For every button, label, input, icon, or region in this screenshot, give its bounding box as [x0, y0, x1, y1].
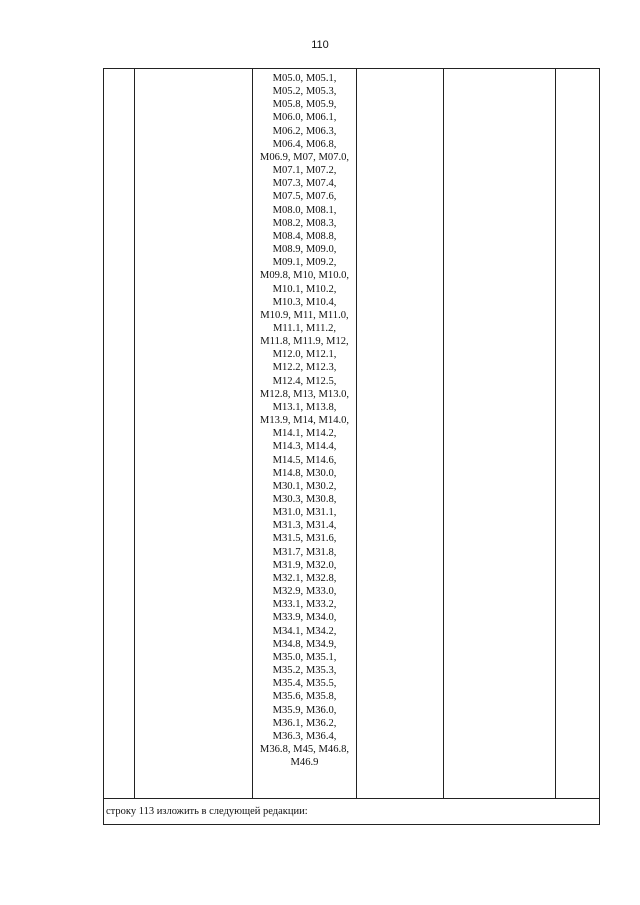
- icd-code-line: M09.8, M10, M10.0,: [259, 270, 350, 282]
- icd-code-line: M46.9: [290, 757, 319, 769]
- icd-code-line: M32.9, M33.0,: [272, 586, 337, 598]
- table-cell-empty: [135, 69, 253, 799]
- icd-code-line: M30.3, M30.8,: [272, 494, 337, 505]
- icd-code-line: M34.8, M34.9,: [272, 638, 337, 650]
- page-number: 110: [311, 39, 329, 51]
- icd-code-line: M07.5, M07.6,: [272, 191, 337, 203]
- icd-code-line: M12.8, M13, M13.0,: [259, 388, 350, 400]
- icd-code-line: M36.8, M45, M46.8,: [259, 743, 350, 755]
- icd-code-line: M08.0, M08.1,: [272, 204, 337, 216]
- codes-table: [103, 68, 600, 825]
- icd-code-line: M35.6, M35.8,: [272, 691, 337, 703]
- icd-code-line: M13.1, M13.8,: [272, 401, 337, 413]
- icd-code-line: M08.2, M08.3,: [272, 217, 337, 229]
- icd-code-line: M06.9, M07, M07.0,: [259, 151, 350, 163]
- icd-code-line: M07.3, M07.4,: [272, 178, 337, 190]
- icd-code-line: M14.3, M14.4,: [272, 441, 337, 453]
- icd-code-line: M10.1, M10.2,: [272, 283, 337, 295]
- table-cell-empty: [104, 69, 135, 799]
- icd-code-line: M14.8, M30.0,: [272, 467, 337, 479]
- icd-code-line: M11.8, M11.9, M12,: [260, 336, 349, 348]
- icd-code-line: M36.1, M36.2,: [272, 717, 337, 729]
- icd-code-line: M31.5, M31.6,: [272, 533, 337, 545]
- icd-code-line: M05.2, M05.3,: [272, 86, 337, 98]
- icd-codes-cell: [253, 69, 357, 799]
- table-cell-empty: [444, 69, 556, 799]
- icd-code-line: M08.4, M08.8,: [272, 230, 337, 242]
- icd-code-line: M36.3, M36.4,: [272, 730, 337, 742]
- icd-code-line: M35.4, M35.5,: [272, 678, 337, 690]
- icd-code-line: M33.1, M33.2,: [272, 599, 337, 611]
- icd-code-line: M35.2, M35.3,: [272, 665, 337, 677]
- table-cell-empty: [357, 69, 444, 799]
- icd-code-line: M10.9, M11, M11.0,: [260, 309, 349, 321]
- icd-code-line: M12.2, M12.3,: [272, 362, 337, 374]
- icd-code-line: M06.0, M06.1,: [272, 112, 337, 124]
- table-row: [104, 69, 600, 799]
- icd-code-line: M12.4, M12.5,: [272, 375, 337, 387]
- icd-code-line: M34.1, M34.2,: [272, 625, 337, 637]
- icd-code-line: M07.1, M07.2,: [272, 165, 337, 177]
- icd-code-line: M10.3, M10.4,: [272, 296, 337, 308]
- table-cell-empty: [556, 69, 600, 799]
- icd-code-line: M05.0, M05.1,: [272, 73, 337, 84]
- instruction-cell: [104, 799, 600, 825]
- icd-code-line: M33.9, M34.0,: [272, 612, 337, 624]
- icd-code-line: M32.1, M32.8,: [272, 572, 337, 584]
- icd-code-line: M31.3, M31.4,: [272, 520, 337, 532]
- icd-code-line: M13.9, M14, M14.0,: [259, 415, 350, 427]
- icd-code-line: M14.5, M14.6,: [272, 454, 337, 466]
- icd-code-line: M06.4, M06.8,: [272, 138, 337, 150]
- icd-codes-list: [253, 69, 356, 773]
- icd-code-line: M14.1, M14.2,: [272, 428, 337, 440]
- icd-code-line: M35.9, M36.0,: [272, 704, 337, 716]
- instruction-text: строку 113 изложить в следующей редакции:: [106, 806, 308, 817]
- icd-code-line: M31.0, M31.1,: [272, 507, 337, 519]
- icd-code-line: M31.7, M31.8,: [272, 546, 337, 558]
- icd-code-line: M35.0, M35.1,: [272, 651, 337, 663]
- table-row: [104, 799, 600, 825]
- icd-code-line: M12.0, M12.1,: [272, 349, 337, 361]
- icd-code-line: M05.8, M05.9,: [272, 99, 337, 111]
- icd-code-line: M31.9, M32.0,: [272, 559, 337, 571]
- icd-code-line: M09.1, M09.2,: [272, 257, 337, 269]
- icd-code-line: M30.1, M30.2,: [272, 480, 337, 492]
- icd-code-line: M08.9, M09.0,: [272, 244, 337, 256]
- icd-code-line: M11.1, M11.2,: [272, 322, 337, 334]
- icd-code-line: M06.2, M06.3,: [272, 125, 337, 137]
